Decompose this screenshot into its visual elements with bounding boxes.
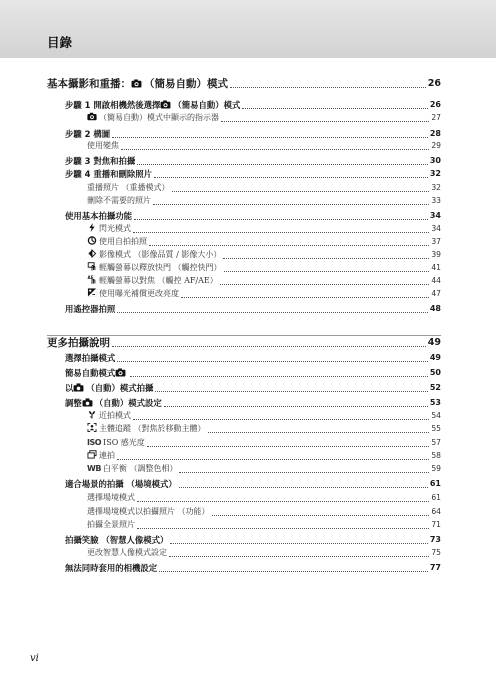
toc-entry-text: 更多拍攝說明 [47,337,110,349]
toc-entry-text: 選擇拍攝模式 [65,353,116,363]
toc-leader-dots [149,244,429,246]
toc-page-number: 54 [431,411,441,420]
toc-entry-label [87,450,115,462]
flash-icon [87,223,97,232]
toc-entry[interactable] [65,533,441,546]
continuous-icon [87,450,97,459]
toc-entry-label [87,140,119,152]
toc-page-number: 44 [431,276,441,285]
toc-page-number: 34 [429,211,441,220]
toc-entry-text: 拍攝全景照片 [87,520,135,529]
toc-entry-text: 拍攝笑臉 （智慧人像模式） [65,535,169,545]
toc-entry-label [87,437,145,449]
toc-entry-label [87,506,210,518]
toc-subentry[interactable] [87,235,441,248]
toc-leader-dots [134,218,428,220]
camera-icon [82,398,93,407]
toc-entry-text: 重播照片 （重播模式） [87,183,170,192]
toc-subentry[interactable] [87,518,441,531]
subject-tracking-icon [87,423,97,432]
toc-page-number: 64 [431,507,441,516]
toc-entry-label [87,519,135,531]
toc-page-number: 32 [429,169,441,178]
toc-entry[interactable] [65,381,441,394]
toc-page-number: 49 [427,337,441,348]
toc-entry-label [87,288,179,300]
toc-leader-dots [147,445,430,447]
toc-leader-dots [154,176,428,178]
page-header [0,0,496,58]
toc-entry-label [87,262,222,274]
toc-leader-dots [137,163,428,165]
toc-entry-label [65,562,157,574]
toc-page-number: 49 [429,353,441,362]
toc-leader-dots [172,190,430,192]
page-number: vi [30,653,39,664]
camera-icon [73,383,84,392]
toc-leader-dots [153,203,429,205]
toc-entry-label [87,410,131,422]
toc-entry-text: 閃光模式 [99,224,131,233]
toc-leader-dots [212,514,430,516]
touch-shutter-icon [87,262,97,271]
toc-entry-text: 簡易自動模式 [65,368,116,378]
toc-entry-text-suffix: （簡易自動）模式中顯示的指示器 [99,113,219,122]
toc-leader-dots [112,136,428,138]
toc-entry-label [87,275,218,287]
toc-entry-text: 適合場景的拍攝 （場境模式） [65,479,177,489]
toc-entry[interactable] [65,477,441,490]
toc-page-number: 52 [429,383,441,392]
toc-entry-text: 調整 [65,398,82,408]
toc-entry-label [47,337,110,349]
auto-camera-icon [160,100,171,109]
toc-page-number: 61 [429,479,441,488]
toc-entry[interactable] [65,366,441,379]
toc-leader-dots [208,431,430,433]
toc-entry[interactable] [65,98,441,111]
toc-entry-text: 主體追蹤 （對焦於移動主體） [99,424,206,433]
exposure-icon [87,288,97,297]
toc-page-number: 53 [429,398,441,407]
toc-entry[interactable] [65,561,441,574]
toc-entry-text: ISO 感光度 [103,438,145,447]
toc-entry-text: 使用自拍拍照 [99,237,147,246]
toc-entry-text: 影像模式 （影像品質 / 影像大小） [99,250,222,259]
toc-entry-label [87,249,221,261]
toc-leader-dots [170,542,427,544]
toc-entry-text: 近拍模式 [99,411,131,420]
svg-text:AF: AF [87,275,94,281]
toc-entry-text: 輕觸螢幕以釋放快門 （觸控快門） [99,263,222,272]
toc-entry-text: 使用變焦 [87,141,119,150]
toc-entry-text: 選擇場境模式以拍攝照片 （功能） [87,507,210,516]
auto-camera-icon [115,368,126,377]
toc-entry-label [87,423,206,435]
touch-af-icon [87,275,97,284]
toc-subentry[interactable] [87,181,441,194]
toc-page-number: 47 [431,289,441,298]
toc-entry-label [65,397,162,409]
toc-leader-dots [179,471,429,473]
toc-subentry[interactable] [87,274,441,287]
toc-page-number: 73 [429,535,441,544]
toc-entry-label [65,382,153,394]
toc-leader-dots [230,86,426,88]
toc-leader-dots [155,390,427,392]
toc-leader-dots [137,527,429,529]
toc-leader-dots [117,458,429,460]
toc-entry-label [65,210,132,222]
toc-page-number: 27 [431,113,441,122]
toc-entry-label [47,78,228,90]
toc-leader-dots [179,486,428,488]
page-title: 目錄 [47,35,73,50]
toc-page-number: 39 [431,250,441,259]
toc-leader-dots [117,360,428,362]
toc-subentry[interactable] [87,491,441,504]
toc-entry-label [87,236,147,248]
toc-subentry[interactable] [87,449,441,462]
toc-entry-text: 更改智慧人像模式設定 [87,548,167,557]
toc-subentry[interactable] [87,261,441,274]
toc-leader-dots [117,311,428,313]
toc-page-number: 71 [431,520,441,529]
toc-page-number: 29 [431,141,441,150]
toc-entry-text: 步驟 2 構圖 [65,129,111,139]
toc-entry-text: 輕觸螢幕以對焦 （觸控 AF/AE） [99,276,218,285]
toc-leader-dots [223,257,429,259]
toc-page-number: 55 [431,424,441,433]
toc-page-number: 28 [429,129,441,138]
toc-leader-dots [242,107,427,109]
toc-entry-text: 步驟 4 重播和刪除照片 [65,169,153,179]
iso-icon: ISO [87,438,102,447]
toc-subentry[interactable] [87,287,441,300]
toc-leader-dots [181,296,429,298]
toc-entry-label [65,352,115,364]
toc-page-number: 50 [429,368,441,377]
toc-page-number: 32 [431,183,441,192]
toc-entry-text-suffix: （簡易自動）模式 [144,78,228,90]
toc-page-number: 33 [431,196,441,205]
toc-subentry[interactable] [87,139,441,152]
toc-page-number: 30 [429,156,441,165]
toc-entry-text: 使用基本拍攝功能 [65,211,132,221]
toc-entry-text: 無法同時套用的相機設定 [65,563,158,573]
toc-leader-dots [220,283,430,285]
toc-subentry[interactable] [87,422,441,435]
toc-leader-dots [221,120,429,122]
toc-entry[interactable] [65,154,441,167]
toc-page-number: 26 [427,78,441,89]
toc-leader-dots [164,405,428,407]
toc-page-number: 75 [431,548,441,557]
toc-leader-dots [224,270,430,272]
toc-page-number: 48 [429,304,441,313]
toc-entry-text: 選擇場境模式 [87,493,135,502]
toc-page-number: 61 [431,493,441,502]
toc-entry-text: 刪除不需要的照片 [87,196,151,205]
toc-leader-dots [133,418,429,420]
toc-entry-label [65,155,135,167]
toc-entry[interactable] [65,396,441,409]
toc-leader-dots [133,231,429,233]
toc-entry-text-suffix: （自動）模式拍攝 [86,383,154,393]
toc-entry-label [65,534,168,546]
toc-entry-text-suffix: （自動）模式設定 [94,398,162,408]
toc-entry-text: 以 [65,383,74,393]
auto-camera-icon [87,112,97,121]
toc-entry-label [87,547,167,559]
toc-subentry[interactable] [87,546,441,559]
toc-entry-text: 連拍 [99,451,115,460]
toc-page-number: 58 [431,451,441,460]
toc-leader-dots [159,570,428,572]
toc-leader-dots [112,345,426,347]
toc-subentry[interactable] [87,222,441,235]
toc-entry-label [65,478,177,490]
toc-subentry[interactable] [87,436,441,449]
auto-camera-icon [131,79,142,88]
toc-entry-label [65,168,152,180]
toc-entry-label [87,463,177,475]
toc-entry[interactable] [65,167,441,180]
toc-entry-text: 用遙控器拍照 [65,304,116,314]
macro-icon [87,410,97,419]
toc-leader-dots [169,555,429,557]
toc-entry-label [87,195,151,207]
toc-entry-label [65,367,128,379]
toc-page-number: 77 [429,563,441,572]
image-mode-icon [87,249,97,258]
toc-entry-text-suffix: （簡易自動）模式 [173,100,241,110]
white-balance-icon: WB [87,464,101,473]
toc-entry-label [87,112,219,124]
toc-page-number: 41 [431,263,441,272]
toc-entry[interactable] [65,351,441,364]
toc-page-number: 26 [429,100,441,109]
toc-leader-dots [130,375,428,377]
toc-entry-text: 使用曝光補償更改亮度 [99,289,179,298]
self-timer-icon [87,236,97,245]
toc-page-number: 34 [431,224,441,233]
toc-subentry[interactable] [87,248,441,261]
toc-subentry[interactable] [87,505,441,518]
toc-page-number: 57 [431,438,441,447]
toc-entry-label [87,223,131,235]
toc-leader-dots [121,148,429,150]
toc-entry-text: 步驟 3 對焦和拍攝 [65,156,136,166]
toc-section-entry[interactable] [47,336,441,349]
toc-entry-text: 步驟 1 開啟相機然後選擇 [65,100,161,110]
toc-entry-label [87,182,170,194]
toc-subentry[interactable] [87,194,441,207]
toc-section-entry[interactable] [47,77,441,90]
toc-entry-text: 基本攝影和重播： [47,78,131,90]
toc-page-number: 59 [431,464,441,473]
toc-entry-label [65,99,240,111]
toc-entry-text: 白平衡 （調整色相） [102,464,178,473]
toc-subentry[interactable] [87,462,441,475]
toc-leader-dots [137,500,429,502]
toc-subentry[interactable] [87,111,441,124]
toc-subentry[interactable] [87,409,441,422]
toc-entry[interactable] [65,302,441,315]
toc-entry[interactable] [65,209,441,222]
toc-entry-label [65,303,115,315]
toc-page-number: 37 [431,237,441,246]
toc-entry-label [87,492,135,504]
